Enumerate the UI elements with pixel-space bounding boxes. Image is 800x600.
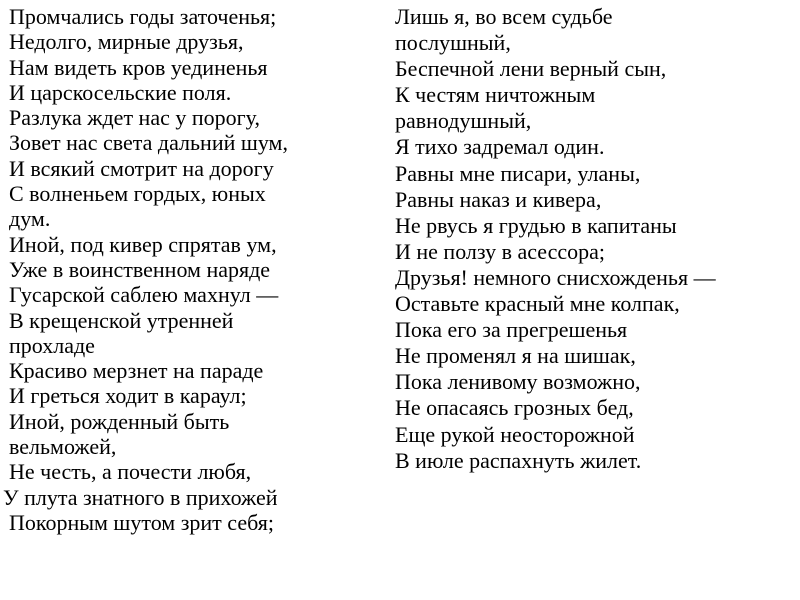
poem-line: вельможей, xyxy=(9,434,117,460)
poem-line: Разлука ждет нас у порогу, xyxy=(9,105,260,131)
poem-line: послушный, xyxy=(395,30,511,56)
poem-line: Недолго, мирные друзья, xyxy=(9,29,244,55)
poem-line: равнодушный, xyxy=(395,108,532,134)
poem-line: Иной, под кивер спрятав ум, xyxy=(9,231,277,257)
poem-line: К честям ничтожным xyxy=(395,82,596,108)
poem-line: И царскосельские поля. xyxy=(9,79,232,105)
poem-line: И всякий смотрит на дорогу xyxy=(9,155,274,181)
poem-line: Иной, рожденный быть xyxy=(9,408,230,434)
poem-line: Покорным шутом зрит себя; xyxy=(9,509,274,535)
poem-line: Лишь я, во всем судьбе xyxy=(395,4,613,29)
poem-line: Зовет нас света дальний шум, xyxy=(9,130,288,156)
poem-line: Беспечной лени верный сын, xyxy=(395,56,667,82)
poem-line: Друзья! немного снисхожденья — xyxy=(395,264,716,290)
poem-line: Пока ленивому возможно, xyxy=(395,369,641,395)
poem-line: прохладе xyxy=(9,332,95,358)
poem-line: Еще рукой неосторожной xyxy=(395,421,635,447)
poem-right-column xyxy=(395,4,795,474)
poem-line: Оставьте красный мне колпак, xyxy=(395,291,680,317)
poem-line: дум. xyxy=(9,206,51,232)
poem-line: И греться ходит в караул; xyxy=(9,383,247,409)
poem-left-column xyxy=(3,4,383,535)
poem-line: Равны мне писари, уланы, xyxy=(395,160,641,186)
poem-line: Не променял я на шишак, xyxy=(395,343,636,369)
poem-line: С волненьем гордых, юных xyxy=(9,181,266,207)
poem-line: Красиво мерзнет на параде xyxy=(9,358,264,384)
poem-line: В крещенской утренней xyxy=(9,307,234,333)
poem-line: В июле распахнуть жилет. xyxy=(395,447,642,473)
poem-line: Уже в воинственном наряде xyxy=(9,256,271,282)
poem-line: Нам видеть кров уединенья xyxy=(9,54,268,80)
poem-line: Пока его за прегрешенья xyxy=(395,317,628,343)
poem-line: Не рвусь я грудью в капитаны xyxy=(395,212,677,238)
poem-line: Промчались годы заточенья; xyxy=(9,4,277,29)
poem-line: Не честь, а почести любя, xyxy=(9,459,252,485)
poem-line: И не ползу в асессора; xyxy=(395,238,606,264)
poem-line: У плута знатного в прихожей xyxy=(3,484,278,510)
poem-line: Гусарской саблею махнул — xyxy=(9,282,279,308)
poem-line: Равны наказ и кивера, xyxy=(395,186,602,212)
poem-line: Я тихо задремал один. xyxy=(395,134,605,160)
poem-line: Не опасаясь грозных бед, xyxy=(395,395,634,421)
